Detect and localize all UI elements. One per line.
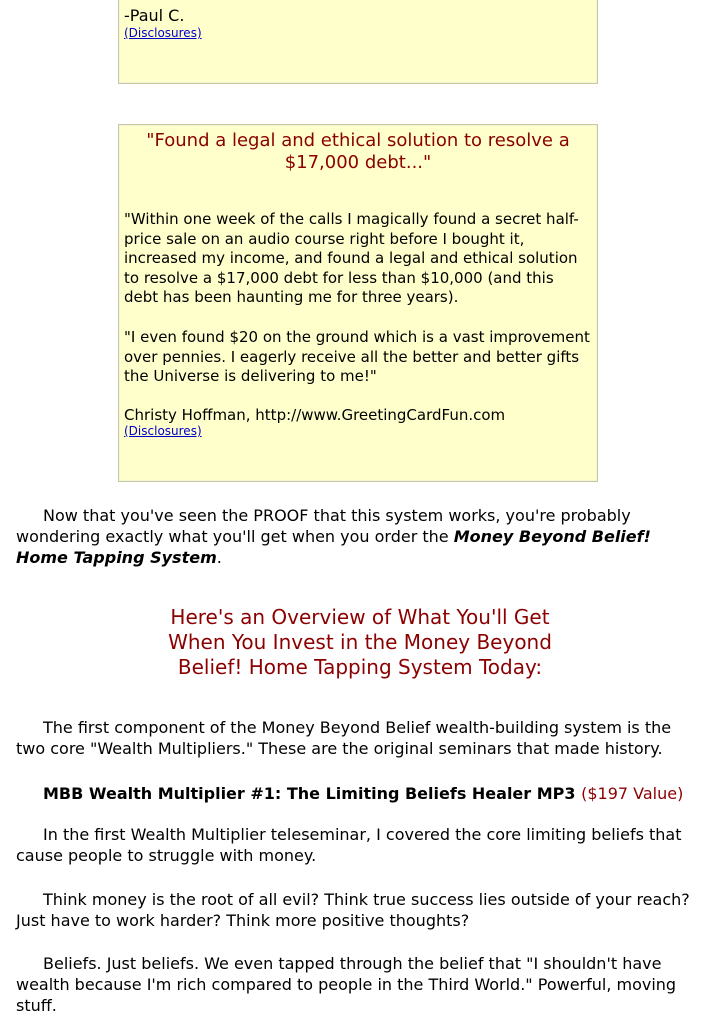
intro-end: . bbox=[216, 548, 222, 567]
product-name: Money Beyond Belief! Home Tapping System bbox=[16, 527, 651, 567]
overview-heading-line: When You Invest in the Money Beyond bbox=[168, 630, 552, 654]
testimonial-signature: -Paul C. bbox=[124, 6, 185, 25]
body-paragraph: In the first Wealth Multiplier teleseminar, I covered the core limiting beliefs that cause people to struggle with money. bbox=[16, 825, 682, 865]
testimonial-box-paul bbox=[118, 0, 598, 84]
testimonial-box-christy bbox=[118, 124, 598, 482]
intro-paragraph bbox=[16, 505, 702, 568]
body-paragraph: Beliefs. Just beliefs. We even tapped through the belief that "I shouldn't have wealth because I'm rich compared to people in the Third World." Powerful, moving stuff. bbox=[16, 954, 677, 1015]
overview-heading-line: Here's an Overview of What You'll Get bbox=[170, 605, 550, 629]
disclosures-link[interactable]: (Disclosures) bbox=[124, 26, 202, 40]
testimonial-headline: "Found a legal and ethical solution to resolve a $17,000 debt..." bbox=[146, 130, 570, 173]
body-paragraph: Think money is the root of all evil? Think true success lies outside of your reach? Just have to work harder? Think more positive thoughts? bbox=[16, 890, 690, 930]
testimonial-signature: Christy Hoffman, http://www.GreetingCardFun.com bbox=[124, 406, 506, 424]
overview-heading bbox=[0, 605, 720, 680]
multiplier-1-heading bbox=[43, 783, 683, 804]
component-intro-paragraph: The first component of the Money Beyond Belief wealth-building system is the two core "Wealth Multipliers." These are the original seminars that made history. bbox=[16, 718, 672, 758]
testimonial-paragraph: "I even found $20 on the ground which is a vast improvement over pennies. I eagerly receive all the better and better gifts the Universe is delivering to me!" bbox=[124, 328, 590, 385]
overview-heading-line: Belief! Home Tapping System Today: bbox=[177, 655, 543, 679]
multiplier-1-title: MBB Wealth Multiplier #1: The Limiting Beliefs Healer MP3 bbox=[43, 784, 576, 803]
testimonial-paragraph: "Within one week of the calls I magically found a secret half-price sale on an audio course right before I bought it, increased my income, and found a legal and ethical solution to resolve a $17,000 debt for less than $10,000 (and this debt has been haunting me for three years). bbox=[124, 210, 579, 306]
multiplier-1-value: ($197 Value) bbox=[581, 784, 684, 803]
disclosures-link[interactable]: (Disclosures) bbox=[124, 424, 202, 438]
intro-text: Now that you've seen the PROOF that this system works, you're probably wondering exactly what you'll get when you order the bbox=[16, 506, 631, 546]
